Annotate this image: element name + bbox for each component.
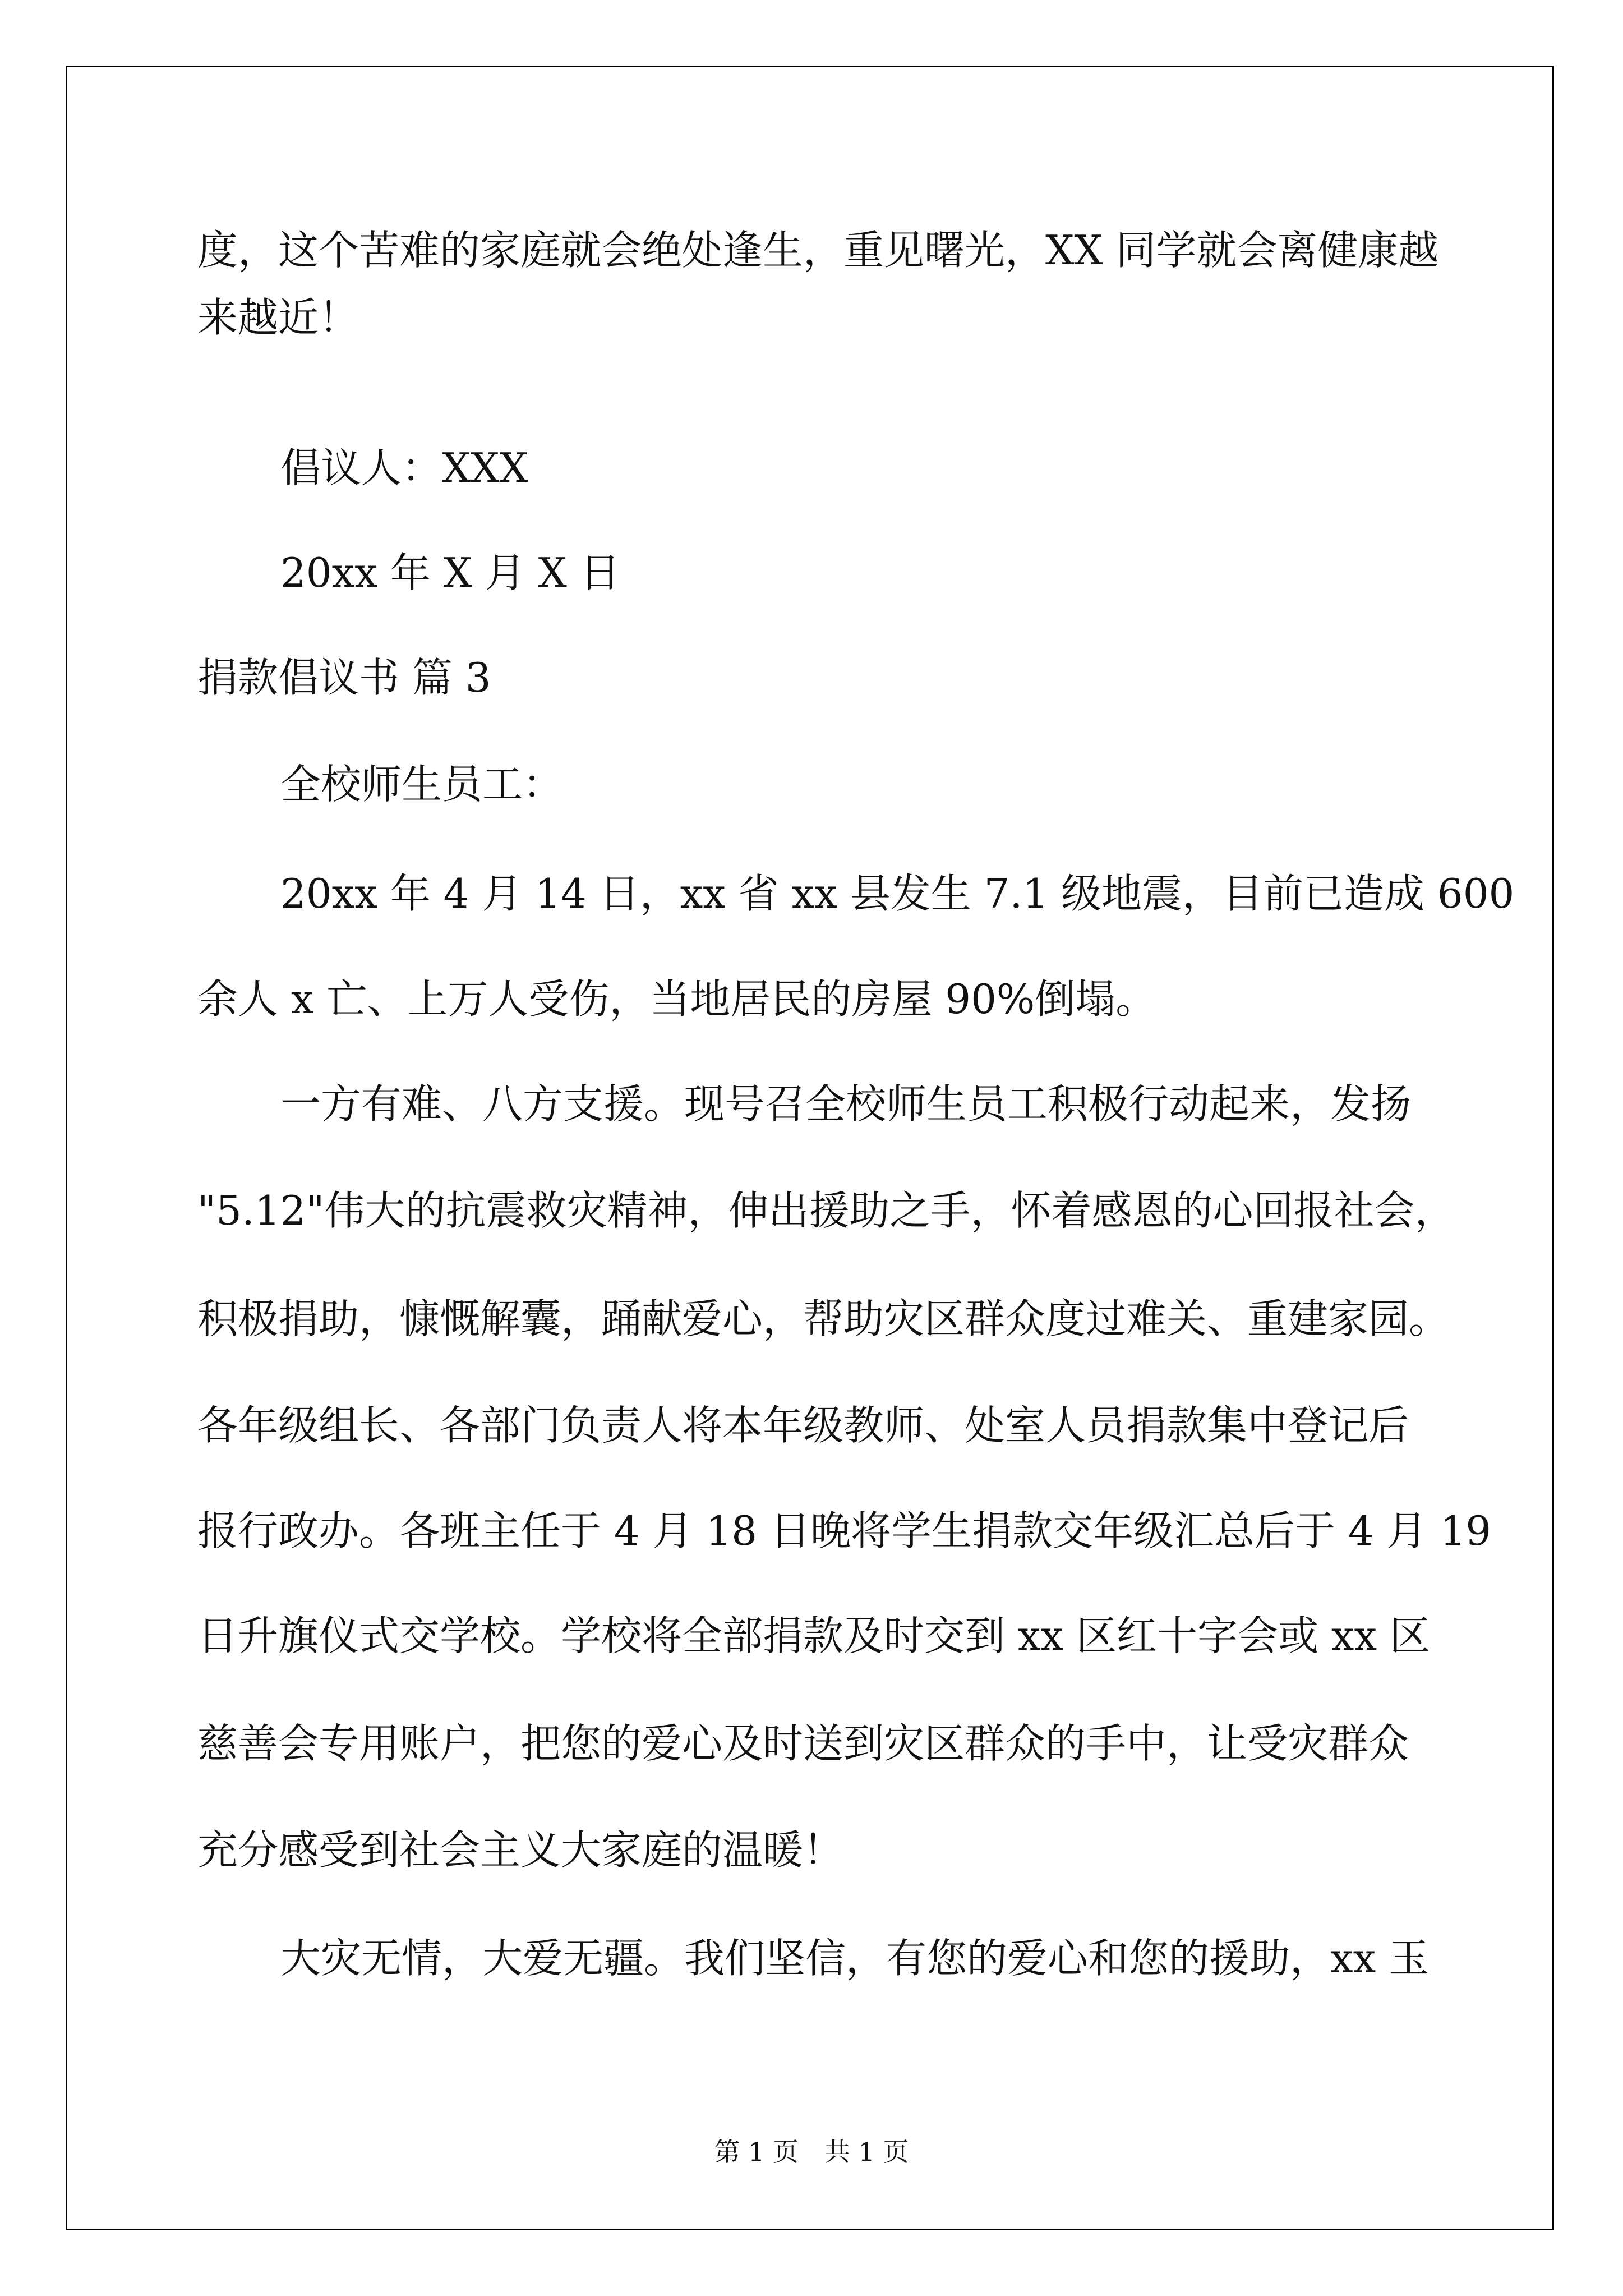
text-line: 大灾无情，大爱无疆。我们坚信，有您的爱心和您的援助，xx 玉 — [280, 1935, 1430, 1982]
text-line: 余人 x 亡、上万人受伤，当地居民的房屋 90%倒塌。 — [197, 976, 1156, 1023]
text-line: 报行政办。各班主任于 4 月 18 日晚将学生捐款交年级汇总后于 4 月 19 — [197, 1507, 1492, 1554]
section-heading: 捐款倡议书 篇 3 — [197, 654, 491, 701]
text-line: 积极捐助，慷慨解囊，踊献爱心，帮助灾区群众度过难关、重建家园。 — [197, 1295, 1450, 1342]
page-footer: 第 1 页 共 1 页 — [714, 2137, 909, 2167]
signer-line: 倡议人：XXX — [280, 444, 528, 491]
text-line: 充分感受到社会主义大家庭的温暖！ — [197, 1826, 844, 1874]
text-line: 一方有难、八方支援。现号召全校师生员工积极行动起来，发扬 — [280, 1080, 1412, 1128]
text-line: "5.12"伟大的抗震救灾精神，伸出援助之手，怀着感恩的心回报社会， — [197, 1187, 1455, 1234]
text-line: 慈善会专用账户，把您的爱心及时送到灾区群众的手中，让受灾群众 — [197, 1720, 1409, 1767]
text-line: 各年级组长、各部门负责人将本年级教师、处室人员捐款集中登记后 — [197, 1402, 1409, 1449]
text-line: 度，这个苦难的家庭就会绝处逢生，重见曙光，XX 同学就会离健康越 — [197, 227, 1439, 274]
text-line: 20xx 年 4 月 14 日，xx 省 xx 县发生 7.1 级地震，目前已造成 600 — [280, 870, 1515, 917]
text-line: 日升旗仪式交学校。学校将全部捐款及时交到 xx 区红十字会或 xx 区 — [197, 1612, 1430, 1659]
date-line: 20xx 年 X 月 X 日 — [280, 549, 620, 596]
text-line: 来越近！ — [197, 294, 359, 341]
salutation: 全校师生员工： — [280, 761, 564, 808]
page-border — [66, 66, 1554, 2230]
